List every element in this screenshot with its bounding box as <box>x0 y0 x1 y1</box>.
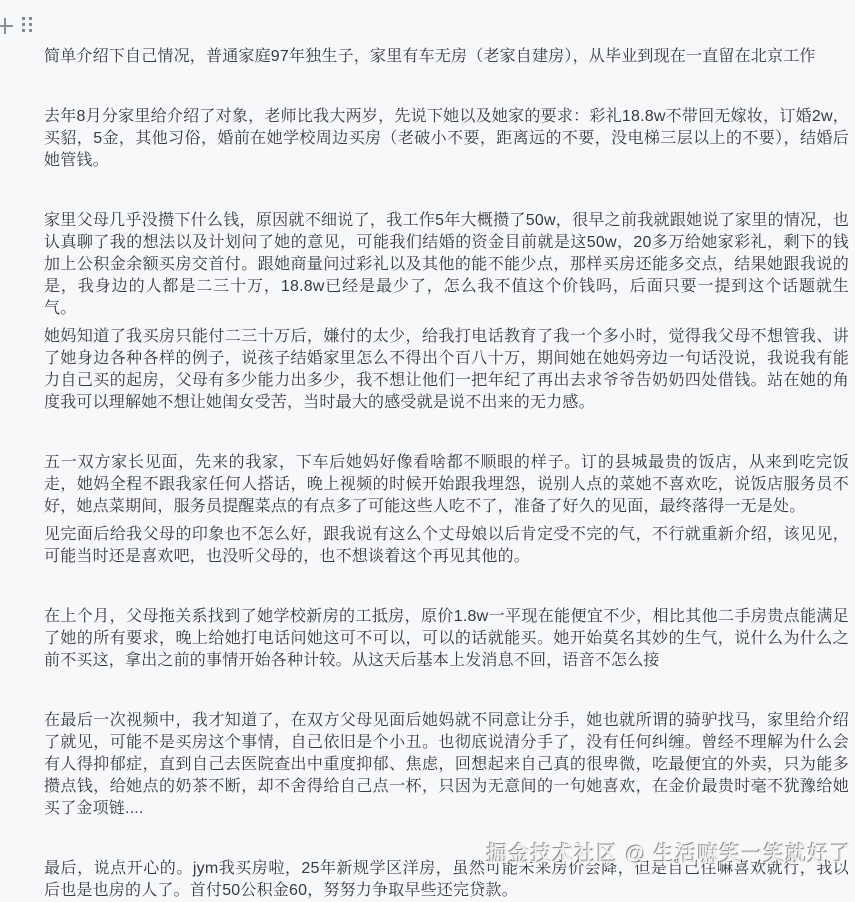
paragraph-savings: 家里父母几乎没攒下什么钱，原因就不细说了，我工作5年大概攒了50w，很早之前我就跟她说了家里的情况，也认真聊了我的想法以及计划问了她的意见，可能我们结婚的资金目前就是这50w，20多万给她家彩礼，剩下的钱加上公积金余额买房交首付。跟她商量问过彩礼以及其他的能不能少点，那样买房还能多交点，结果她跟我说的是，我身边的人都是二三十万，18.8w已经是最少了，怎么我不值这个价钱吗，后面只要一提到这个话题就生气。 <box>44 212 849 317</box>
paragraph-parents-opinion: 见完面后给我父母的印象也不怎么好，跟我说有这么个丈母娘以后肯定受不完的气，不行就重新介绍，该见见，可能当时还是喜欢吧，也没听父母的，也不想谈着这个再见其他的。 <box>44 526 849 565</box>
paragraph-phone-lecture: 她妈知道了我买房只能付二三十万后，嫌付的太少，给我打电话教育了我一个多小时，觉得我父母不想管我、讲了她身边各种各样的例子，说孩子结婚家里怎么不得出个百八十万，期间她在她妈旁边一句话没说，我说我有能力自己买的起房，父母有多少能力出多少，我不想让他们一把年纪了再出去求爷爷告奶奶四处借钱。站在她的角度我可以理解她不想让她闺女受苦，当时最大的感受就是说不出来的无力感。 <box>44 328 849 411</box>
paragraph-breakup: 在最后一次视频中，我才知道了，在双方父母见面后她妈就不同意让分手，她也就所谓的骑驴找马，家里给介绍了就见，可能不是买房这个事情，自己依旧是个小丑。也彻底说清分手了，没有任何纠缠。曾经不理解为什么会有人得抑郁症，直到自己去医院查出中重度抑郁、焦虑，回想起来自己真的很卑微，吃最便宜的外卖，只为能多攒点钱，给她点的奶茶不断，却不舍得给自己点一杯，只因为无意间的一句她喜欢，在金价最贵时毫不犹豫给她买了金项链.... <box>44 712 849 817</box>
paragraph-intro: 简单介绍下自己情况，普通家庭97年独生子，家里有车无房（老家自建房），从毕业到现在一直留在北京工作 <box>44 48 816 65</box>
paragraph-requirements: 去年8月分家里给介绍了对象，老师比我大两岁，先说下她以及她家的要求：彩礼18.8w不带回无嫁妆，订婚2w，买貂，5金，其他习俗，婚前在她学校周边买房（老破小不要，距离远的不要，没电梯三层以上的不要），结婚后她管钱。 <box>44 108 849 169</box>
paragraph-happy-ending: 最后，说点开心的。jym我买房啦，25年新规学区洋房，虽然可能未来房价会降，但是自己住嘛喜欢就行，我以后也是也房的人了。首付50公积金60，努努力争取早些还完贷款。 <box>44 860 849 899</box>
paragraph-new-house-offer: 在上个月，父母拖关系找到了她学校新房的工抵房，原价1.8w一平现在能便宜不少，相比其他二手房贵点能满足了她的所有要求，晚上给她打电话问她这可不可以，可以的话就能买。她开始莫名其妙的生气，说什么为什么之前不买这，拿出之前的事情开始各种计较。从这天后基本上发消息不回，语音不怎么接 <box>44 608 849 669</box>
paragraph-parents-meeting: 五一双方家长见面，先来的我家，下车后她妈好像看啥都不顺眼的样子。订的县城最贵的饭店，从来到吃完饭走，她妈全程不跟我家任何人搭话，晚上视频的时候开始跟我埋怨，说别人点的菜她不喜欢吃，说饭店服务员不好，她点菜期间，服务员提醒菜点的有点多了可能这些人吃不了，准备了好久的见面，最终落得一无是处。 <box>44 454 849 515</box>
document-body <box>44 46 849 902</box>
drag-handle-icon[interactable] <box>22 17 32 32</box>
watermark-text: 掘金技术社区 @ 生活嘛笑一笑就好了 <box>486 843 852 866</box>
add-block-plus-icon[interactable] <box>0 18 13 34</box>
